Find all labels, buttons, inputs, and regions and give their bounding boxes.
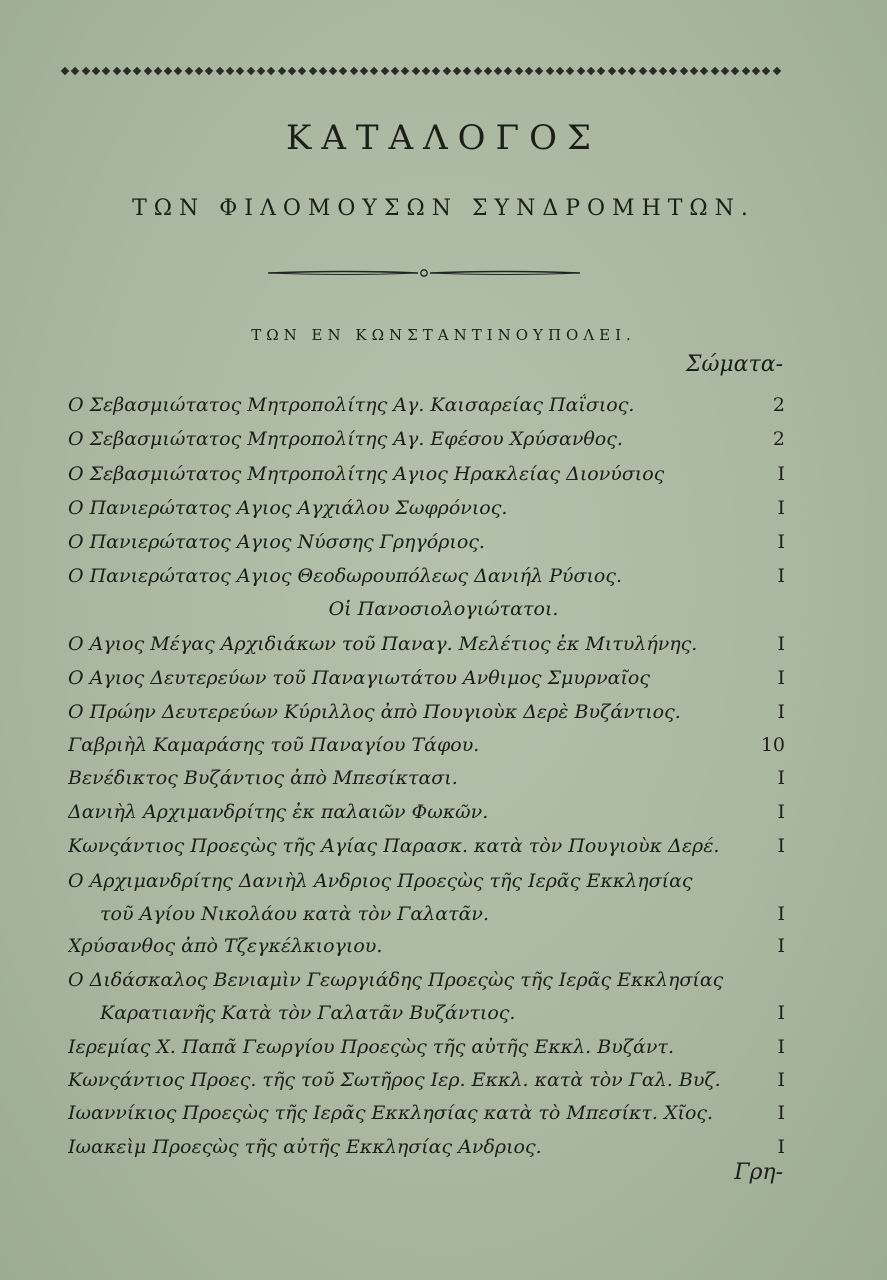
ornamental-border-top	[62, 64, 780, 78]
list-item: Ο Αγιος Δευτερεύων τοῦ Παναγιωτάτου Ανθιμος Σμυρναῖος I	[68, 667, 785, 689]
list-item: Ο Σεβασμιώτατος Μητροπολίτης Αγ. Εφέσου Χρύσανθος. 2	[68, 428, 785, 450]
list-item: Ο Αγιος Μέγας Αρχιδιάκων τοῦ Παναγ. Μελέτιος ἐκ Μιτυλήνης. I	[68, 633, 785, 655]
list-item: Ιωαννίκιος Προεςὼς τῆς Ιερᾶς Εκκλησίας κατὰ τὸ Μπεσίκτ. Χῖος. I	[68, 1102, 785, 1124]
list-item: Κωνςάντιος Προεςὼς τῆς Αγίας Παρασκ. κατὰ τὸν Πουγιοὺκ Δερέ. I	[68, 835, 785, 857]
list-item: Ο Πανιερώτατος Αγιος Νύσσης Γρηγόριος. I	[68, 531, 785, 553]
group-subheading: Οἱ Πανοσιολογιώτατοι.	[328, 598, 559, 620]
list-item: Ο Πανιερώτατος Αγιος Αγχιάλου Σωφρόνιος. I	[68, 497, 785, 519]
page-subtitle: ΤΩΝ ΦΙΛΟΜΟΥΣΩΝ ΣΥΝΔΡΟΜΗΤΩΝ.	[132, 196, 755, 221]
list-item: Γαβριὴλ Καμαράσης τοῦ Παναγίου Τάφου. 10	[68, 734, 785, 756]
list-item: Ιερεμίας Χ. Παπᾶ Γεωργίου Προεςὼς τῆς αὐτῆς Εκκλ. Βυζάντ. I	[68, 1036, 785, 1058]
list-item-line1: Ο Διδάσκαλος Βενιαμὶν Γεωργιάδης Προεςὼς τῆς Ιερᾶς Εκκλησίας	[68, 969, 724, 991]
column-heading: Σώματα-	[685, 352, 783, 377]
list-item: Ιωακεὶμ Προεςὼς τῆς αὐτῆς Εκκλησίας Ανδριος. I	[68, 1136, 785, 1158]
list-item: Δανιὴλ Αρχιμανδρίτης ἐκ παλαιῶν Φωκῶν. I	[68, 801, 785, 823]
decorative-rule	[268, 268, 580, 278]
list-item: Ο Σεβασμιώτατος Μητροπολίτης Αγ. Καισαρείας Παΐσιος. 2	[68, 394, 785, 416]
list-item-line2: Καρατιανῆς Κατὰ τὸν Γαλατᾶν Βυζάντιος. I	[100, 1002, 785, 1024]
list-item-line1: Ο Αρχιμανδρίτης Δανιὴλ Ανδριος Προεςὼς τῆς Ιερᾶς Εκκλησίας	[68, 870, 693, 892]
list-item: Ο Πρώην Δευτερεύων Κύριλλος ἀπὸ Πουγιοὺκ Δερὲ Βυζάντιος. I	[68, 701, 785, 723]
list-item: Κωνςάντιος Προες. τῆς τοῦ Σωτῆρος Ιερ. Εκκλ. κατὰ τὸν Γαλ. Βυζ. I	[68, 1069, 785, 1091]
list-item: Ο Σεβασμιώτατος Μητροπολίτης Αγιος Ηρακλείας Διονύσιος I	[68, 463, 785, 485]
page-title: ΚΑΤΑΛΟΓΟΣ	[285, 118, 602, 158]
list-item: Βενέδικτος Βυζάντιος ἀπὸ Μπεσίκτασι. I	[68, 767, 785, 789]
catchword: Γρη-	[734, 1160, 783, 1185]
list-item: Ο Πανιερώτατος Αγιος Θεοδωρουπόλεως Δανιήλ Ρύσιος. I	[68, 565, 785, 587]
list-item: Χρύσανθος ἀπὸ Τζεγκέλκιογιου. I	[68, 935, 785, 957]
section-heading: ΤΩΝ ΕΝ ΚΩΝΣΤΑΝΤΙΝΟΥΠΟΛΕΙ.	[251, 326, 636, 344]
list-item-line2: τοῦ Αγίου Νικολάου κατὰ τὸν Γαλατᾶν. I	[100, 903, 785, 925]
